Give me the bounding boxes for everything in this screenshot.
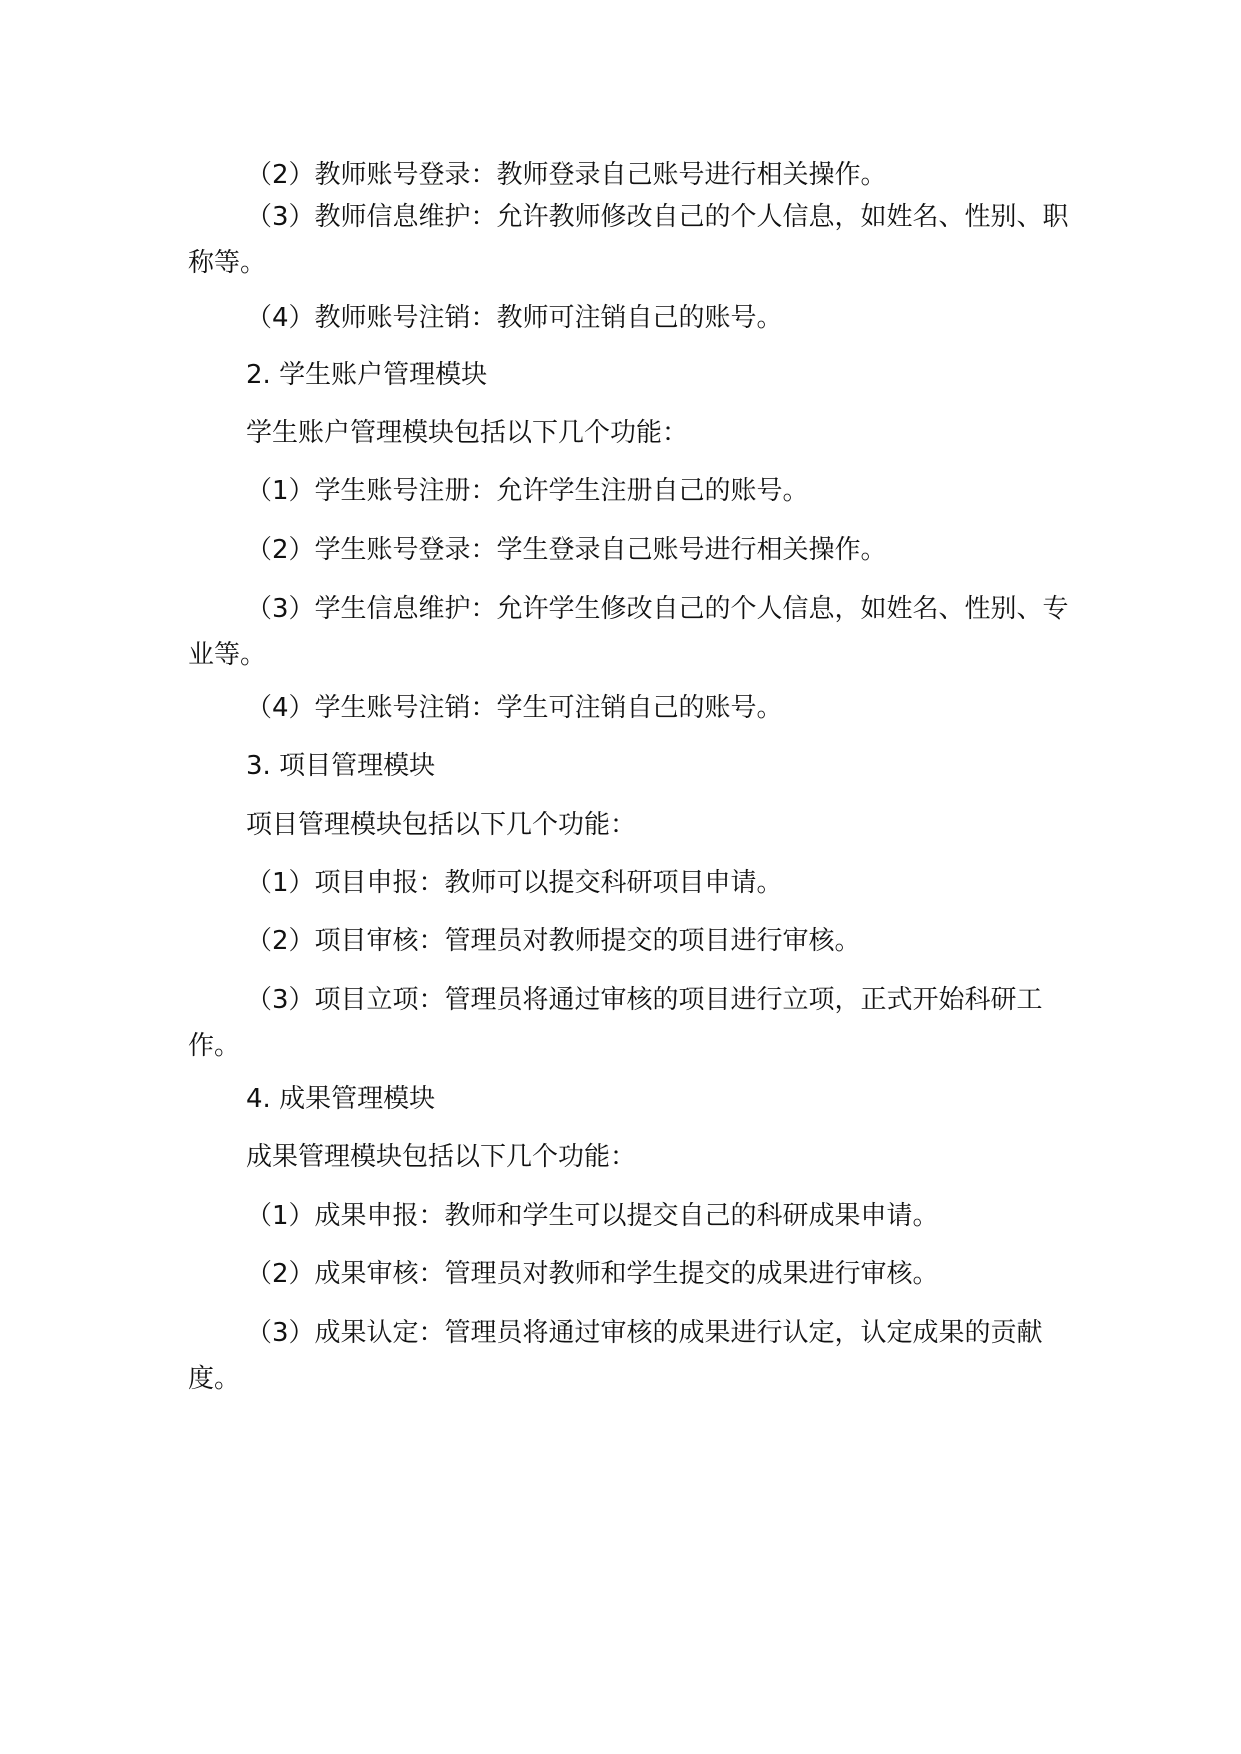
paragraph-student-intro: 学生账户管理模块包括以下几个功能： bbox=[246, 418, 689, 448]
paragraph-result-intro: 成果管理模块包括以下几个功能： bbox=[246, 1142, 637, 1172]
heading-project-module: 3. 项目管理模块 bbox=[246, 751, 436, 781]
paragraph-project-review: （2）项目审核：管理员对教师提交的项目进行审核。 bbox=[246, 926, 861, 956]
paragraph-student-info: （3）学生信息维护：允许学生修改自己的个人信息，如姓名、性别、专业等。 bbox=[188, 594, 1069, 670]
paragraph-teacher-login: （2）教师账号登录：教师登录自己账号进行相关操作。 bbox=[246, 160, 887, 190]
paragraph-student-register: （1）学生账号注册：允许学生注册自己的账号。 bbox=[246, 476, 809, 506]
heading-result-module: 4. 成果管理模块 bbox=[246, 1084, 436, 1114]
paragraph-result-confirm: （3）成果认定：管理员将通过审核的成果进行认定，认定成果的贡献度。 bbox=[188, 1318, 1043, 1394]
heading-student-module: 2. 学生账户管理模块 bbox=[246, 360, 488, 390]
paragraph-project-apply: （1）项目申报：教师可以提交科研项目申请。 bbox=[246, 868, 783, 898]
paragraph-result-apply: （1）成果申报：教师和学生可以提交自己的科研成果申请。 bbox=[246, 1201, 939, 1231]
paragraph-student-login: （2）学生账号登录：学生登录自己账号进行相关操作。 bbox=[246, 535, 887, 565]
paragraph-result-review: （2）成果审核：管理员对教师和学生提交的成果进行审核。 bbox=[246, 1259, 939, 1289]
paragraph-project-approve: （3）项目立项：管理员将通过审核的项目进行立项，正式开始科研工作。 bbox=[188, 985, 1043, 1061]
paragraph-student-cancel: （4）学生账号注销：学生可注销自己的账号。 bbox=[246, 693, 783, 723]
paragraph-teacher-cancel: （4）教师账号注销：教师可注销自己的账号。 bbox=[246, 303, 783, 333]
paragraph-teacher-info: （3）教师信息维护：允许教师修改自己的个人信息，如姓名、性别、职称等。 bbox=[188, 202, 1069, 278]
paragraph-project-intro: 项目管理模块包括以下几个功能： bbox=[246, 810, 637, 840]
